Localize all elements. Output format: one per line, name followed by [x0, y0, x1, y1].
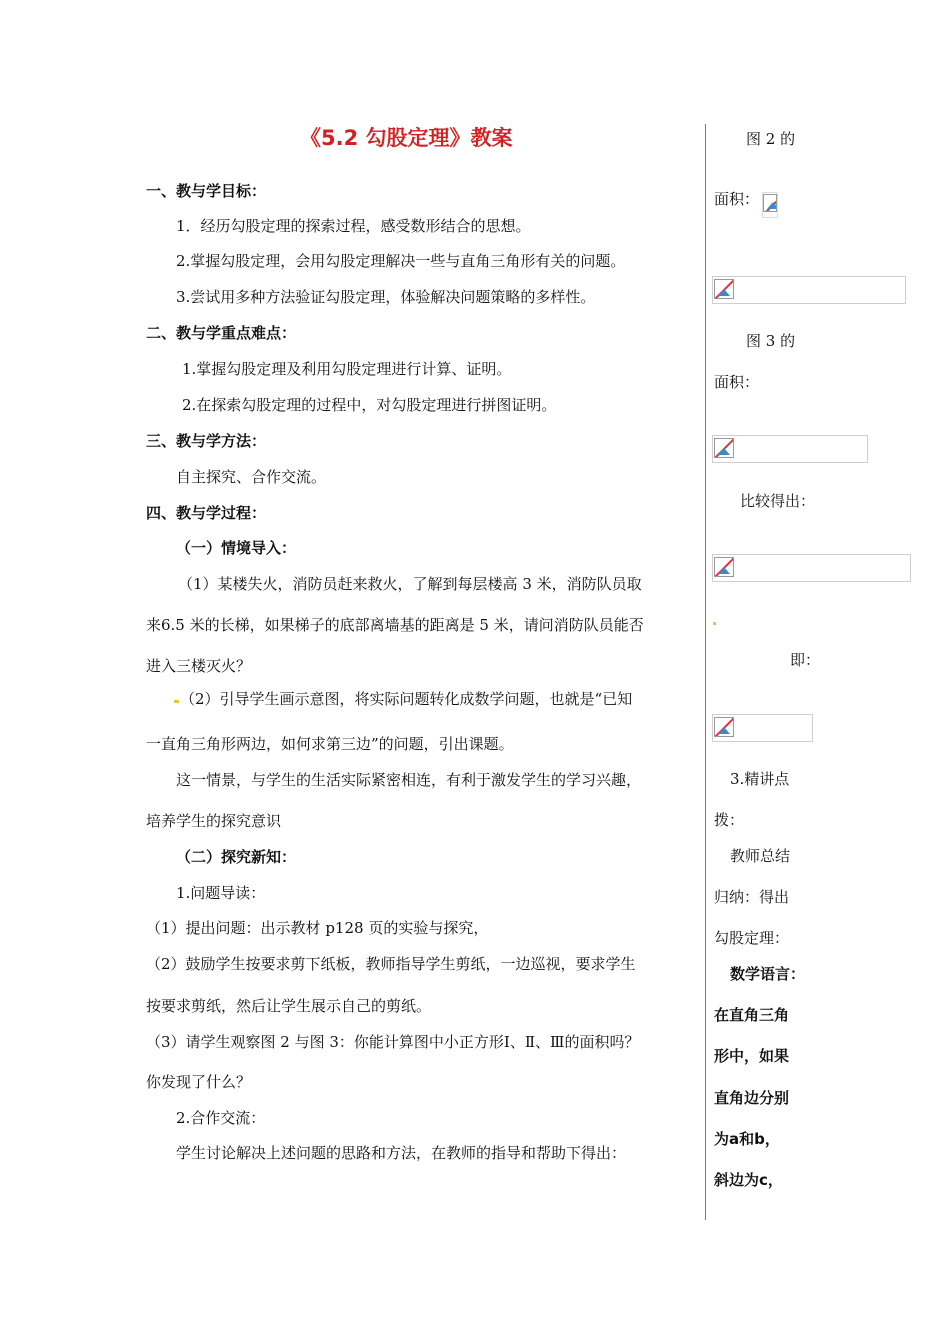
broken-image-icon	[714, 438, 734, 458]
theorem-line-4: 为a和b，	[714, 1130, 780, 1148]
broken-image-icon	[714, 717, 734, 737]
annotation-marker	[713, 622, 716, 625]
scenario-line-1: （1）某楼失火，消防员赶来救火，了解到每层楼高 3 米，消防队员取	[178, 575, 642, 593]
column-divider	[705, 124, 706, 1220]
goal-item-2: 2.掌握勾股定理，会用勾股定理解决一些与直角三角形有关的问题。	[176, 252, 626, 270]
goal-item-1: 1．经历勾股定理的探索过程，感受数形结合的思想。	[176, 217, 531, 235]
compare-label: 比较得出：	[740, 492, 816, 510]
key-point-2: 2.在探索勾股定理的过程中，对勾股定理进行拼图证明。	[182, 396, 557, 414]
fig3-area-label: 面积：	[714, 373, 760, 391]
fig2-area-image	[762, 192, 778, 218]
cooperation-heading: 2.合作交流：	[176, 1109, 266, 1127]
question-2-line-1: （2）鼓励学生按要求剪下纸板，教师指导学生剪纸，一边巡视，要求学生	[146, 955, 636, 973]
fig2-label: 图 2 的	[746, 130, 796, 148]
fig2-formula-image	[712, 276, 906, 304]
theorem-line-1: 在直角三角	[714, 1006, 790, 1024]
method-text: 自主探究、合作交流。	[176, 468, 327, 486]
question-3-line-2: 你发现了什么？	[146, 1073, 252, 1091]
guide-line-1: （2）引导学生画示意图，将实际问题转化成数学问题，也就是“已知	[180, 690, 633, 708]
ji-label: 即：	[790, 651, 821, 669]
math-language-heading: 数学语言：	[730, 965, 806, 983]
section-3-heading: 三、教与学方法：	[146, 432, 267, 450]
subsection-2-heading: （二）探究新知：	[176, 848, 297, 866]
explain-label-2: 拨：	[714, 811, 745, 829]
key-point-1: 1.掌握勾股定理及利用勾股定理进行计算、证明。	[182, 360, 512, 378]
compare-formula-image	[712, 554, 911, 582]
teacher-summary-2: 归纳：得出	[714, 888, 790, 906]
guide-line-2: 一直角三角形两边，如何求第三边”的问题，引出课题。	[146, 735, 514, 753]
goal-item-3: 3.尝试用多种方法验证勾股定理，体验解决问题策略的多样性。	[176, 288, 596, 306]
scenario-line-2: 来6.5 米的长梯，如果梯子的底部离墙基的距离是 5 米，请问消防队员能否	[146, 616, 644, 634]
theorem-line-5: 斜边为c，	[714, 1171, 783, 1189]
scenario-line-3: 进入三楼灭火？	[146, 657, 252, 675]
question-1: （1）提出问题：出示教材 p128 页的实验与探究，	[146, 919, 489, 937]
section-4-heading: 四、教与学过程：	[146, 504, 267, 522]
teacher-summary-1: 教师总结	[730, 847, 791, 865]
question-3-line-1: （3）请学生观察图 2 与图 3：你能计算图中小正方形Ⅰ、Ⅱ、Ⅲ的面积吗？	[146, 1033, 640, 1051]
fig2-area-label: 面积：	[714, 190, 760, 208]
result-formula-image	[712, 714, 813, 742]
question-guide-heading: 1.问题导读：	[176, 884, 266, 902]
broken-image-icon	[714, 557, 734, 577]
context-line-2: 培养学生的探究意识	[146, 812, 282, 830]
fig3-formula-image	[712, 435, 868, 463]
section-2-heading: 二、教与学重点难点：	[146, 324, 297, 342]
explain-label-1: 3.精讲点	[730, 770, 790, 788]
teacher-summary-3: 勾股定理：	[714, 929, 790, 947]
cooperation-text: 学生讨论解决上述问题的思路和方法，在教师的指导和帮助下得出：	[176, 1144, 627, 1162]
question-2-line-2: 按要求剪纸，然后让学生展示自己的剪纸。	[146, 997, 432, 1015]
context-line-1: 这一情景，与学生的生活实际紧密相连，有利于激发学生的学习兴趣，	[176, 771, 642, 789]
document-title: 《5.2 勾股定理》教案	[300, 126, 513, 150]
broken-image-icon	[763, 194, 777, 212]
section-1-heading: 一、教与学目标：	[146, 182, 267, 200]
fig3-label: 图 3 的	[746, 332, 796, 350]
broken-image-icon	[714, 279, 734, 299]
theorem-line-2: 形中，如果	[714, 1047, 790, 1065]
subsection-1-heading: （一）情境导入：	[176, 539, 297, 557]
annotation-marker	[174, 700, 179, 703]
theorem-line-3: 直角边分别	[714, 1089, 790, 1107]
